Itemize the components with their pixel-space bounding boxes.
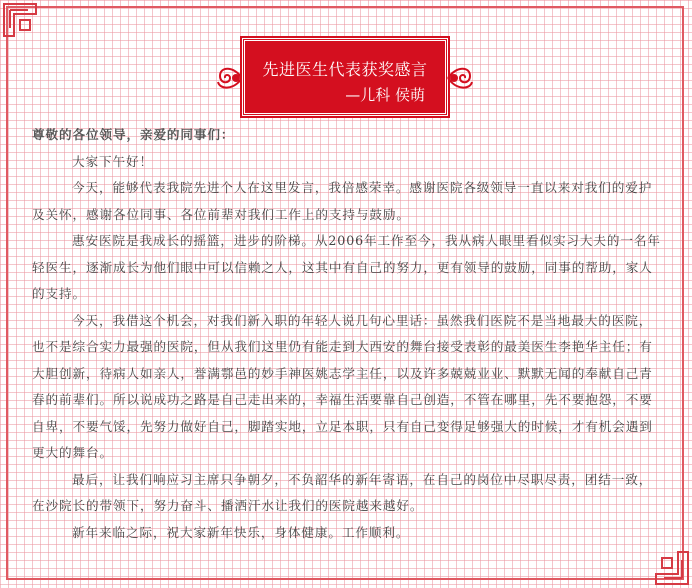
paragraph-thanks: 今天，能够代表我院先进个人在这里发言，我倍感荣幸。感谢医院各级领导一直以来对我们的爱护及关怀，感谢各位同事、各位前辈对我们工作上的支持与鼓励。 [32, 180, 653, 222]
paragraph-closing: 最后，让我们响应习主席只争朝夕，不负韶华的新年寄语，在自己的岗位中尽职尽责，团结一致，在沙院长的带领下，努力奋斗、播洒汗水让我们的医院越来越好。 [32, 471, 653, 513]
title-box [242, 38, 448, 116]
title-banner [214, 38, 476, 118]
scroll-ornament-left-icon [214, 60, 244, 96]
corner-ornament-top-left [0, 0, 60, 60]
salutation: 尊敬的各位领导，亲爱的同事们： [32, 127, 235, 142]
paragraph-greeting: 大家下午好！ [72, 153, 153, 169]
author-line: —儿科 侯萌 [345, 86, 425, 104]
paragraph-wishes: 新年来临之际，祝大家新年快乐，身体健康。工作顺利。 [72, 524, 410, 540]
speech-body [32, 122, 664, 546]
paragraph-growth: 惠安医院是我成长的摇篮，进步的阶梯。从2006年工作至今，我从病人眼里看似实习大夫的一名年轻医生，逐渐成长为他们眼中可以信赖之人，这其中有自己的努力，更有领导的鼓励，同事的帮助，家人的支持。 [32, 233, 661, 301]
page-title: 先进医生代表获奖感言 [262, 60, 428, 79]
paragraph-advice: 今天，我借这个机会，对我们新入职的年轻人说几句心里话：虽然我们医院不是当地最大的医院，也不是综合实力最强的医院，但从我们这里仍有能走到大西安的舞台接受表彰的最美医生李艳华主任；有大胆创新，待病人如亲人，誉满鄠邑的妙手神医姚志学主任，以及许多兢兢业业、默默无闻的奉献自己青春的前辈们。所以说成功之路是自己走出来的，幸福生活要靠自己创造，不管在哪里，先不要抱怨，不要自卑，不要气馁，先努力做好自己，脚踏实地，立足本职，只有自己变得足够强大的时候，才有机会遇到更大的舞台。 [32, 312, 653, 460]
scroll-ornament-right-icon [446, 60, 476, 96]
